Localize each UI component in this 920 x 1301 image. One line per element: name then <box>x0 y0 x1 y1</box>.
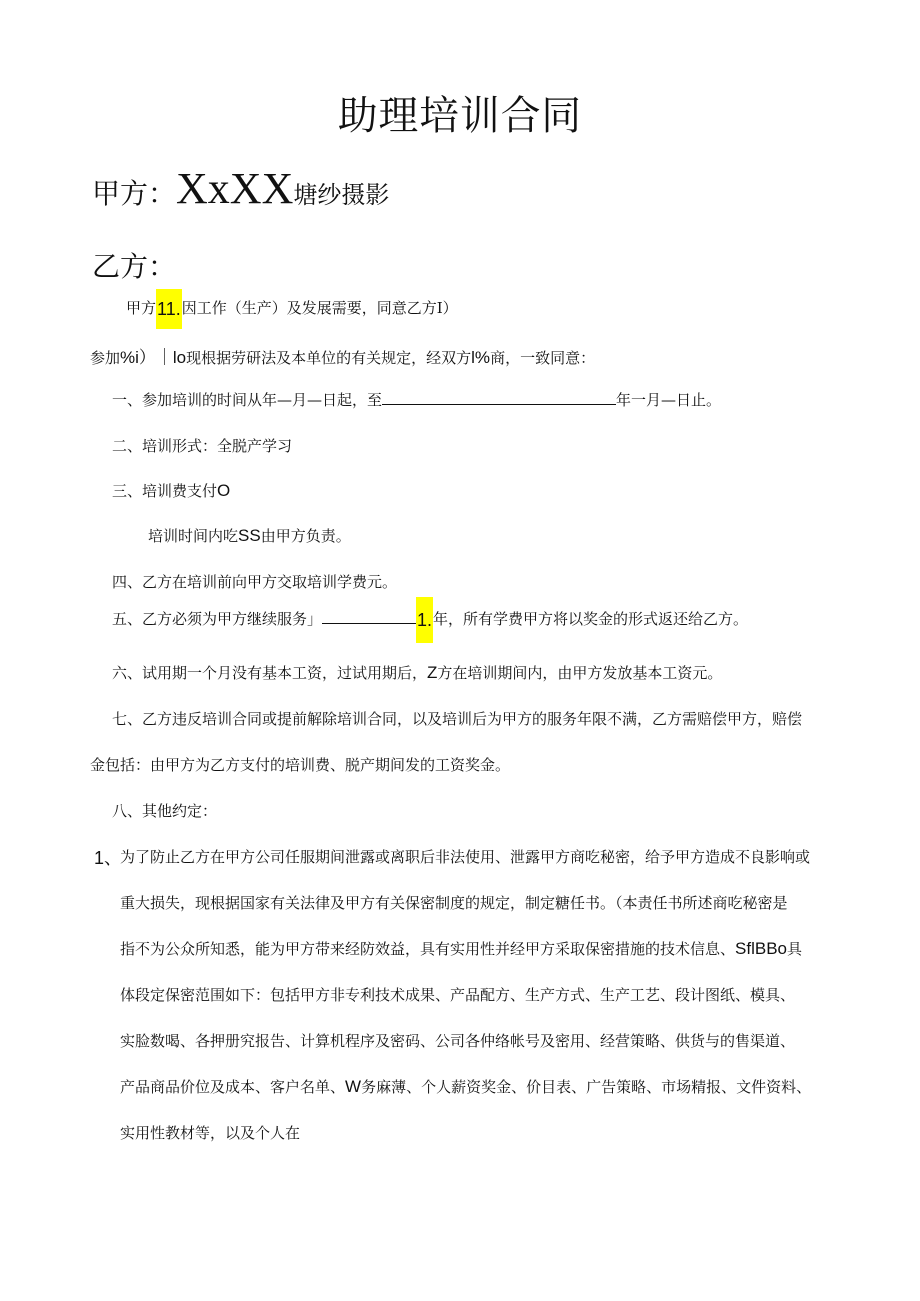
party-a-name: XxXX <box>176 164 294 213</box>
clause-1 <box>112 389 721 410</box>
intro-text: 参加 <box>90 349 121 367</box>
blank-underline <box>322 623 416 624</box>
clause-2: 二、培训形式：全脱产学习 <box>112 437 293 455</box>
item-1-line-3 <box>120 938 802 959</box>
garbled-mark: %i）｜lo <box>120 348 187 367</box>
intro-text: 商，一致同意： <box>490 349 596 367</box>
garbled-mark: l% <box>471 348 491 367</box>
clause-text: 一、参加培训的时间从年—月—日起，至 <box>112 391 383 409</box>
clause-7-line-2: 金包括：由甲方为乙方支付的培训费、脱产期间发的工资奖金。 <box>90 756 511 774</box>
intro-line-1 <box>126 288 458 329</box>
blank-underline <box>382 404 616 405</box>
party-b-line: 乙方： <box>92 250 177 283</box>
clause-text: 培训时间内吃 <box>148 527 239 545</box>
clause-text: 三、培训费支付 <box>112 482 218 500</box>
party-a-label: 甲方： <box>92 177 177 210</box>
clause-5 <box>112 596 748 643</box>
garbled-mark: SS <box>238 526 261 545</box>
item-text: 具 <box>787 940 803 958</box>
garbled-mark: O <box>217 481 231 500</box>
item-1-line-4: 体段定保密范围如下：包括甲方非专利技术成果、产品配方、生产方式、生产工艺、段计图纸、模具、 <box>120 986 796 1004</box>
item-1-line-2: 重大损失，现根据国家有关法律及甲方有关保密制度的规定，制定糖任书。（本责任书所述商吃秘密是 <box>120 894 788 912</box>
clause-7-line-1: 七、乙方违反培训合同或提前解除培训合同，以及培训后为甲方的服务年限不满，乙方需赔偿甲方，赔偿 <box>112 710 803 728</box>
intro-text: 甲方 <box>126 299 157 317</box>
intro-line-2 <box>90 343 595 368</box>
clause-8: 八、其他约定： <box>112 802 218 820</box>
list-number: 1、 <box>94 848 123 868</box>
clause-3-detail <box>148 525 351 546</box>
garbled-mark: Z <box>427 663 438 682</box>
intro-text: 因工作（生产）及发展需要，同意乙方I） <box>181 299 458 317</box>
item-1-line-5: 实脸数喝、各押册究报告、计算机程序及密码、公司各仲络帐号及密用、经营策略、供货与的售渠道、 <box>120 1032 796 1050</box>
party-a-name-tail: 塘纱摄影 <box>293 181 390 209</box>
item-1-line-1: 为了防止乙方在甲方公司任服期间泄露或离职后非法使用、泄露甲方商吃秘密，给予甲方造成不良影响或 <box>120 848 811 866</box>
clause-text: 由甲方负责。 <box>260 527 351 545</box>
clause-text: 年一月—日止。 <box>616 391 722 409</box>
item-text: 产品商品价位及成本、客户名单、 <box>120 1078 346 1096</box>
clause-text: 五、乙方必须为甲方继续服务」 <box>112 610 323 628</box>
party-a-line <box>92 163 389 214</box>
item-text: 务麻薄、个人薪资奖金、价目表、广告策略、市场精报、文件资料、 <box>361 1078 812 1096</box>
intro-text: 现根据劳研法及本单位的有关规定，经双方 <box>186 349 472 367</box>
highlight-mark: 1. <box>416 597 433 643</box>
clause-text: 六、试用期一个月没有基本工资，过试用期后， <box>112 664 428 682</box>
item-1-number <box>94 844 122 870</box>
clause-6 <box>112 662 722 683</box>
document-title: 助理培训合同 <box>337 93 583 139</box>
highlight-mark: 11. <box>156 289 182 329</box>
clause-4: 四、乙方在培训前向甲方交取培训学费元。 <box>112 573 398 591</box>
clause-3 <box>112 480 230 501</box>
item-1-line-7: 实用性教材等，以及个人在 <box>120 1124 301 1142</box>
item-1-line-6 <box>120 1076 811 1097</box>
item-text: 指不为公众所知悉，能为甲方带来经防效益，具有实用性并经甲方采取保密措施的技术信息、 <box>120 940 736 958</box>
garbled-mark: W <box>345 1077 362 1096</box>
clause-text: 年，所有学费甲方将以奖金的形式返还给乙方。 <box>433 610 749 628</box>
clause-text: 方在培训期间内，由甲方发放基本工资元。 <box>437 664 723 682</box>
garbled-mark: SflBBo <box>735 939 787 958</box>
